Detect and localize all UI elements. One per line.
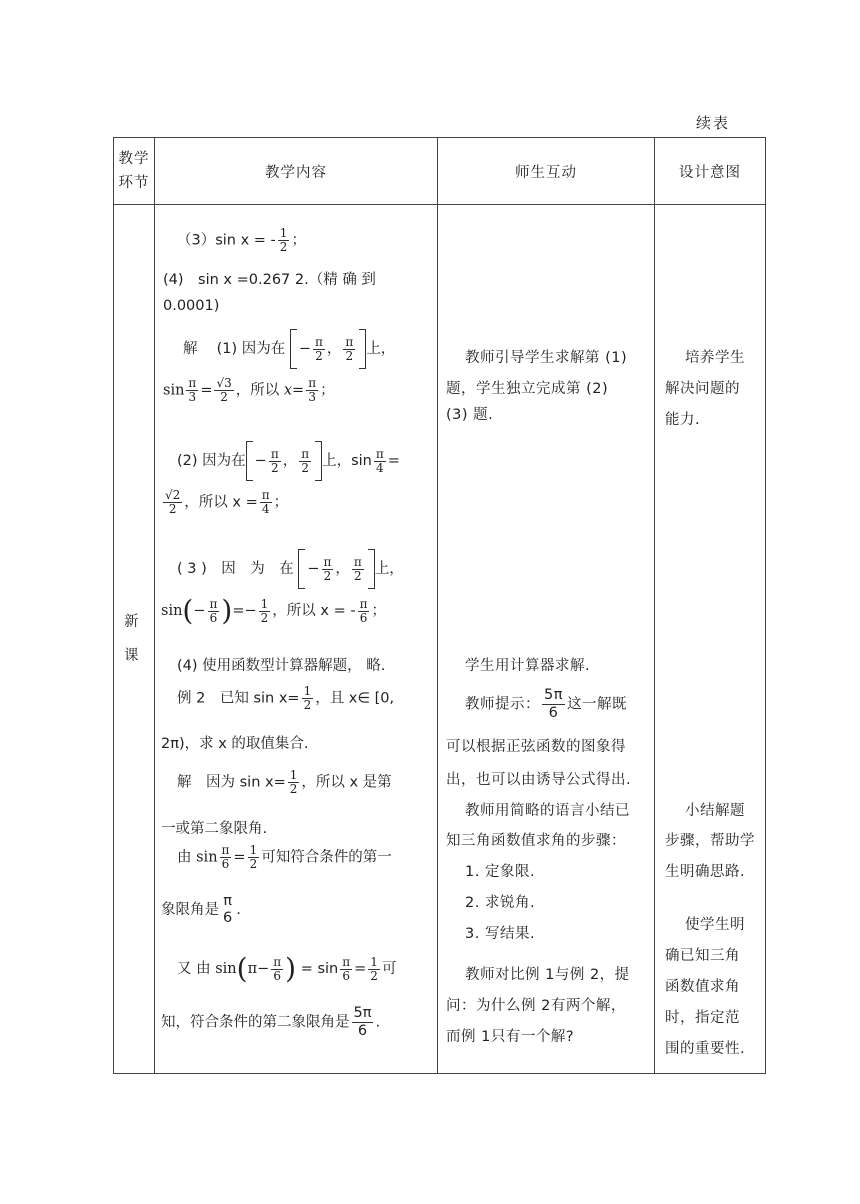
- intent-cell: [655, 205, 766, 1074]
- frac-den: 2: [249, 857, 258, 871]
- header-row: [114, 138, 766, 205]
- frac-den: 3: [188, 390, 197, 404]
- sol3-text-a: ( 3 ) 因 为 在: [177, 561, 294, 577]
- interaction-p5-line-3: 而例 1只有一个解?: [446, 1029, 575, 1045]
- frac-den: 6: [357, 1023, 368, 1039]
- frac-num: π: [273, 954, 282, 969]
- example-2-solution-line-4: [161, 893, 241, 927]
- interaction-p3-line-1: [465, 687, 627, 722]
- frac-den: 2: [354, 568, 362, 583]
- interaction-p5-line-2: 问：为什么例 2有两个解，: [446, 998, 626, 1014]
- frac-num: 1: [370, 954, 378, 969]
- var-x: x: [283, 382, 293, 399]
- frac-den: 6: [273, 968, 282, 983]
- minus-sign: −: [298, 341, 312, 357]
- interaction-p5-line-1: 教师对比例 1与例 2，提: [465, 967, 630, 983]
- minus-sign: −: [307, 561, 320, 577]
- sol1-text-d: ；: [320, 382, 335, 399]
- header-stage: [114, 138, 155, 205]
- right-paren: ): [221, 594, 233, 627]
- comma: ，: [335, 561, 350, 577]
- right-paren: ): [285, 952, 297, 985]
- frac-den: 3: [308, 390, 316, 404]
- sin-fn: sin: [196, 849, 218, 866]
- fraction-pi-over-6: [221, 893, 234, 927]
- interaction-p3-line-3: 出，也可以由诱导公式得出.: [446, 772, 632, 788]
- ex2-text-a: 例 2 已知 sin x=: [177, 690, 300, 707]
- frac-num: √2: [165, 488, 181, 502]
- ex2sol-text-f: 象限角是: [161, 902, 219, 918]
- interaction-step-3: 3. 写结果.: [465, 926, 536, 942]
- intent-c-line-1: 使学生明: [685, 917, 745, 933]
- solution-3-line-2: [161, 594, 386, 627]
- frac-den: 2: [279, 240, 288, 254]
- minus-sign: −: [257, 961, 270, 977]
- fraction-pi-over-6: [340, 956, 352, 983]
- comma: ，: [282, 453, 298, 469]
- fraction-sqrt2-over-2: [163, 489, 182, 516]
- frac-num: π: [188, 376, 197, 390]
- sol1-text-a: 解 (1) 因为在: [183, 341, 286, 357]
- frac-den: 6: [548, 705, 559, 721]
- header-stage-line2: 环节: [118, 175, 150, 191]
- header-intent: 设计意图: [655, 138, 766, 205]
- frac-den: 6: [221, 857, 230, 871]
- interaction-cell: [438, 205, 655, 1074]
- interaction-p3-text-b: 这一解既: [566, 696, 627, 713]
- frac-den: 2: [270, 460, 279, 475]
- table-caption: 续表: [696, 114, 731, 132]
- frac-num: π: [359, 596, 368, 611]
- equals-sign: =: [292, 382, 305, 399]
- frac-den: 2: [370, 968, 378, 983]
- stage-char-2: 课: [124, 648, 139, 664]
- frac-num: π: [342, 954, 351, 969]
- frac-num: π: [261, 488, 270, 502]
- fraction-5pi-over-6: [352, 1005, 374, 1040]
- frac-num: π: [375, 446, 384, 461]
- ex2sol-text-b: ，所以 x 是第: [301, 774, 392, 791]
- ex2-text-b: ，且 x∈ [0,: [315, 690, 395, 707]
- content-line-3: 0.0001): [163, 298, 220, 314]
- fraction-half: [302, 685, 314, 712]
- content-line-1-text: （3）sin x = -: [177, 232, 276, 249]
- frac-num: 5π: [353, 1005, 372, 1021]
- frac-den: 2: [303, 698, 312, 712]
- intent-c-line-4: 时，指定范: [665, 1010, 740, 1026]
- interaction-p1-line-2: 题，学生独立完成第 (2): [446, 381, 609, 397]
- interaction-step-1: 1. 定象限.: [465, 864, 536, 880]
- frac-den: 2: [260, 610, 269, 625]
- fraction-half: [278, 227, 290, 254]
- frac-den: 4: [376, 460, 384, 475]
- solution-4: (4) 使用函数型计算器解题， 略.: [177, 658, 386, 674]
- frac-den: 4: [261, 502, 270, 516]
- fraction-pi-over-2: [322, 556, 334, 583]
- equals-sign: =: [233, 849, 246, 866]
- solution-2-line-2: [161, 489, 288, 516]
- content-cell: [155, 205, 438, 1074]
- fraction-pi-over-2: [269, 448, 281, 475]
- frac-num: π: [221, 843, 230, 857]
- content-line-1: [177, 227, 306, 254]
- example-2-line-1: [177, 685, 394, 712]
- interaction-step-2: 2. 求锐角.: [465, 895, 536, 911]
- header-stage-line1: 教学: [118, 151, 150, 167]
- frac-den: 6: [209, 610, 218, 625]
- frac-num: π: [315, 334, 323, 349]
- intent-a-line-2: 解决问题的: [665, 381, 740, 397]
- interaction-p3-line-2: 可以根据正弦函数的图象得: [446, 739, 626, 755]
- frac-den: 2: [168, 502, 177, 516]
- ex2sol-text-h: = sin: [300, 961, 339, 977]
- left-paren: (: [182, 594, 194, 627]
- fraction-pi-over-2: [299, 448, 311, 475]
- solution-1-line-1: [183, 329, 395, 369]
- left-paren: (: [236, 952, 248, 985]
- fraction-sqrt3-over-2: [214, 377, 233, 404]
- example-2-solution-line-2: 一或第二象限角.: [161, 821, 268, 837]
- frac-den: 2: [323, 568, 332, 583]
- frac-num: 1: [260, 596, 269, 611]
- pi-symbol: π: [247, 961, 258, 977]
- frac-den: 2: [315, 348, 323, 363]
- fraction-pi-over-2: [313, 336, 325, 363]
- sin-fn: sin: [161, 603, 183, 619]
- fraction-pi-over-6: [358, 598, 370, 625]
- minus-sign: −: [254, 453, 267, 469]
- intent-b-line-2: 步骤，帮助学: [665, 833, 755, 849]
- content-line-2: (4) sin x =0.267 2.（精 确 到: [163, 272, 376, 288]
- ex2sol-text-a: 解 因为 sin x=: [177, 774, 286, 791]
- interaction-p4-line-2: 知三角函数值求角的步骤：: [446, 833, 626, 849]
- interaction-p1-line-3: (3) 题.: [446, 407, 494, 423]
- sol2-text-d: ；: [273, 494, 289, 511]
- sol2-text-b: 上，sin: [322, 453, 372, 469]
- sin-fn: sin: [163, 382, 185, 399]
- ex2sol-text-g: 又 由: [177, 961, 211, 977]
- frac-num: π: [301, 446, 310, 461]
- frac-num: π: [345, 334, 354, 349]
- ex2sol-text-d: 由: [177, 849, 192, 866]
- solution-1-line-2: [163, 377, 335, 404]
- fraction-half: [368, 956, 380, 983]
- fraction-half: [288, 769, 300, 796]
- intent-c-line-5: 围的重要性.: [665, 1041, 746, 1057]
- interval-right-bracket: [368, 549, 375, 589]
- frac-den: 2: [220, 390, 228, 404]
- fraction-pi-over-4: [374, 448, 386, 475]
- interaction-p2: 学生用计算器求解.: [465, 658, 591, 674]
- fraction-pi-over-3: [186, 377, 198, 404]
- ex2sol-text-i: 可: [381, 961, 397, 977]
- period: .: [236, 902, 241, 918]
- interaction-p1-line-1: 教师引导学生求解第 (1): [465, 350, 628, 366]
- sol1-text-b: 上，: [366, 341, 396, 357]
- body-row: [114, 205, 766, 1074]
- fraction-pi-over-3: [306, 377, 318, 404]
- frac-den: 6: [359, 610, 368, 625]
- interval-left-bracket: [290, 329, 297, 369]
- example-2-solution-line-3: [177, 844, 392, 871]
- frac-num: 5π: [544, 687, 563, 703]
- equals-sign: =: [354, 961, 367, 977]
- sol1-text-c: ，所以: [235, 382, 280, 399]
- frac-num: π: [323, 554, 332, 569]
- ex2sol-text-e: 可知符合条件的第一: [261, 849, 392, 866]
- frac-num: π: [270, 446, 279, 461]
- ex2sol-text-j: 知，符合条件的第二象限角是: [161, 1014, 350, 1031]
- fraction-half: [259, 598, 271, 625]
- interaction-p3-text-a: 教师提示：: [465, 696, 540, 713]
- fraction-pi-over-2: [343, 336, 355, 363]
- example-2-solution-line-5: [177, 952, 397, 985]
- interval-left-bracket: [246, 441, 253, 481]
- lesson-table: [113, 137, 766, 1074]
- intent-c-line-3: 函数值求角: [665, 979, 740, 995]
- equals-sign: =: [200, 382, 213, 399]
- fraction-5pi-over-6: [542, 687, 565, 722]
- frac-num: π: [223, 893, 232, 909]
- fraction-pi-over-6: [220, 844, 232, 871]
- fraction-pi-over-2: [352, 556, 364, 583]
- stage-char-1: 新: [124, 614, 139, 630]
- minus-sign: −: [244, 603, 257, 619]
- intent-c-line-2: 确已知三角: [665, 948, 740, 964]
- frac-num: 1: [303, 684, 312, 698]
- frac-num: 1: [249, 843, 258, 857]
- equals-sign: =: [232, 603, 245, 619]
- frac-num: 1: [289, 768, 298, 782]
- period: .: [375, 1014, 381, 1031]
- solution-2-line-1: [177, 441, 400, 481]
- sin-fn: sin: [215, 961, 237, 977]
- sol3-text-c: ，所以 x = -: [272, 603, 356, 619]
- fraction-half: [248, 844, 260, 871]
- interval-left-bracket: [298, 549, 305, 589]
- intent-a-line-1: 培养学生: [685, 350, 745, 366]
- content-line-1-suffix: ；: [291, 232, 306, 249]
- frac-den: 2: [301, 460, 309, 475]
- sol3-text-b: 上，: [374, 561, 404, 577]
- example-2-solution-line-6: [161, 1005, 380, 1040]
- frac-num: 1: [279, 226, 288, 240]
- frac-den: 6: [223, 910, 233, 926]
- fraction-pi-over-6: [271, 956, 283, 983]
- example-2-line-2: 2π)，求 x 的取值集合.: [161, 736, 309, 752]
- intent-a-line-3: 能力.: [665, 412, 701, 428]
- interaction-p4-line-1: 教师用简略的语言小结已: [465, 803, 630, 819]
- comma: ，: [326, 341, 342, 357]
- sol2-text-a: (2) 因为在: [177, 453, 246, 469]
- fraction-pi-over-4: [260, 489, 272, 516]
- example-2-solution-line-1: [177, 769, 392, 796]
- fraction-pi-over-6: [208, 598, 220, 625]
- sol2-text-c: ，所以 x =: [184, 494, 258, 511]
- equals-sign: =: [387, 453, 400, 469]
- header-content: 教学内容: [155, 138, 438, 205]
- frac-num: √3: [216, 376, 232, 390]
- frac-den: 6: [342, 968, 351, 983]
- minus-sign: −: [193, 603, 206, 619]
- header-interaction: 师生互动: [438, 138, 655, 205]
- intent-b-line-1: 小结解题: [685, 803, 745, 819]
- intent-b-line-3: 生明确思路.: [665, 864, 746, 880]
- frac-num: π: [308, 376, 317, 390]
- frac-den: 2: [345, 348, 354, 363]
- sol3-text-d: ；: [371, 603, 386, 619]
- stage-cell: [114, 205, 155, 1074]
- frac-num: π: [209, 596, 218, 611]
- frac-den: 2: [289, 782, 298, 796]
- frac-num: π: [353, 554, 362, 569]
- solution-3-line-1: [177, 549, 404, 589]
